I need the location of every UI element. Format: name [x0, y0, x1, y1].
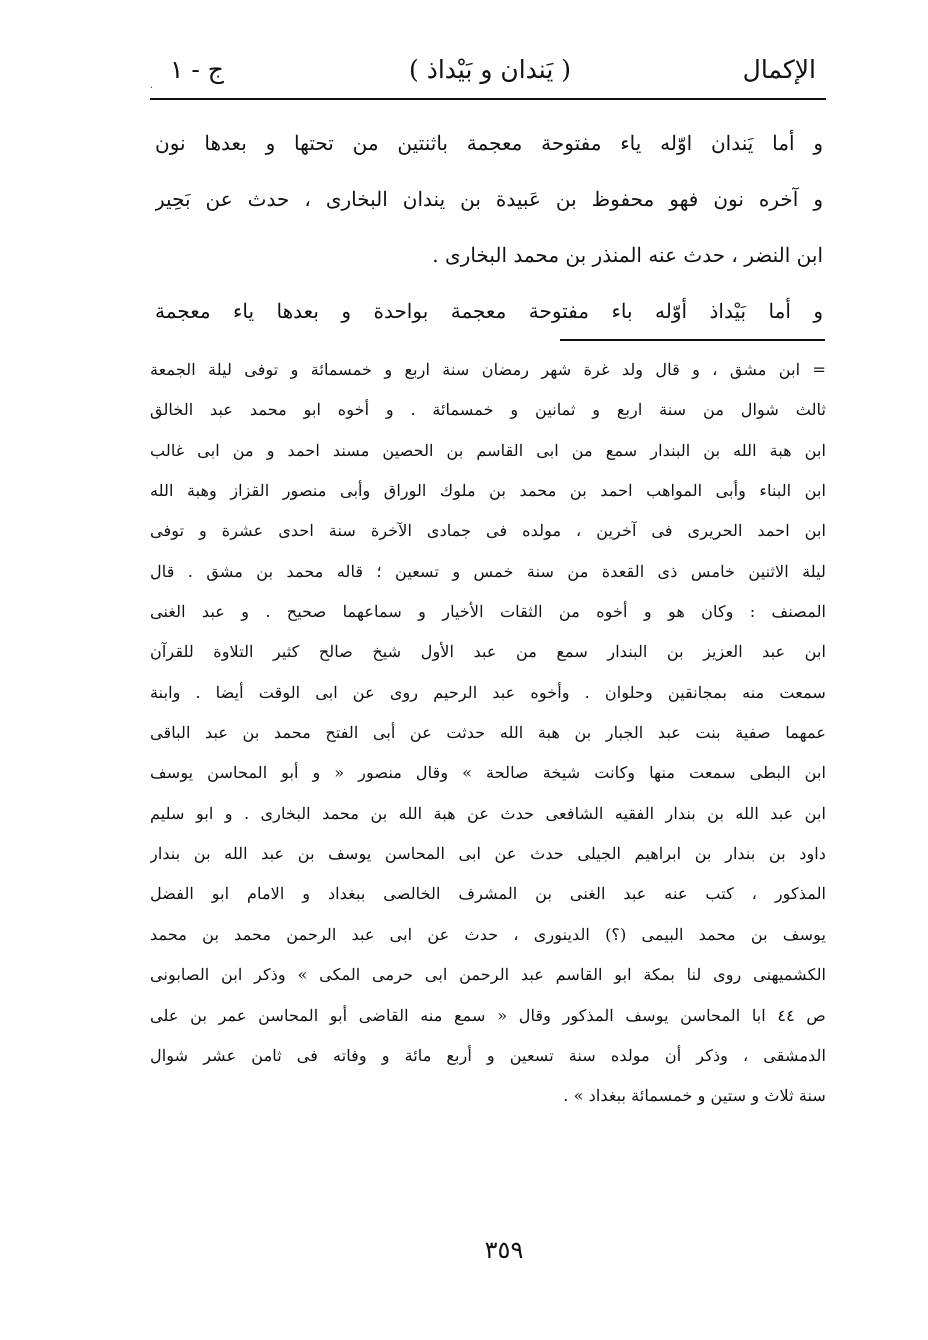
footnote-line: داود بن بندار بن ابراهيم الجيلى حدث عن ابى المحاسن يوسف بن عبد الله بن بندار	[150, 844, 826, 864]
footnote-line: ليلة الاثنين خامس ذى القعدة من سنة خمس و تسعين ؛ قاله محمد بن مشق . قال	[150, 561, 826, 581]
footnote-line: الدمشقى ، وذكر أن مولده سنة تسعين و أربع مائة و وفاته فى ثامن عشر شوال	[150, 1045, 826, 1065]
main-text-line: و أما بَيْداذ أوّله باء مفتوحة معجمة بواحدة و بعدها ياء معجمة	[155, 299, 823, 323]
footnote-line: ابن احمد الحريرى فى آخرين ، مولده فى جمادى الآخرة سنة احدى عشرة و توفى	[150, 521, 826, 541]
footnote-line: ابن هبة الله بن البندار سمع من ابى القاسم بن الحصين مسند احمد و من ابى غالب	[150, 440, 826, 460]
footnote-line: ابن عبد العزيز بن البندار سمع من عبد الأول شيخ صالح كثير التلاوة للقرآن	[150, 642, 826, 662]
margin-dot: ·	[149, 83, 153, 94]
running-header	[150, 50, 826, 90]
footnote-rule	[560, 339, 825, 341]
page-number: ٣٥٩	[484, 1236, 524, 1264]
volume-label: ج - ١	[170, 55, 224, 84]
main-text-line: ابن النضر ، حدث عنه المنذر بن محمد البخارى .	[432, 243, 823, 267]
footnote-line: = ابن مشق ، و قال ولد غرة شهر رمضان سنة اربع و خمسمائة و توفى ليلة الجمعة	[150, 360, 826, 379]
footnote-line: سنة ثلاث و ستين و خمسمائة ببغداد » .	[563, 1086, 826, 1106]
main-text	[155, 115, 823, 339]
footnote-line: ثالث شوال من سنة اربع و ثمانين و خمسمائة . و أخوه ابو محمد عبد الخالق	[150, 400, 826, 420]
footnote-line: سمعت منه بمجانقين وحلوان . وأخوه عبد الرحيم روى عن ابى الوقت أيضا . وابنة	[150, 682, 826, 702]
footnote-text	[150, 350, 826, 1117]
main-text-line: و آخره نون فهو محفوظ بن عَبيدة بن يندان البخارى ، حدث عن بَحِير	[155, 187, 823, 211]
footnote-line: يوسف بن محمد البيمى (؟) الدينورى ، حدث عن ابى عبد الرحمن محمد بن محمد	[150, 924, 826, 944]
footnote-line: المصنف : وكان هو و أخوه من الثقات الأخيار و سماعهما صحيح . و عبد الغنى	[150, 602, 826, 622]
footnote-line: ابن البطى سمعت منها وكانت شيخة صالحة » وقال منصور « و أبو المحاسن يوسف	[150, 763, 826, 783]
footnote-line: الكشميهنى روى لنا بمكة ابو القاسم عبد الرحمن ابى حرمى المكى » وذكر ابن الصابونى	[150, 965, 826, 985]
footnote-line: ابن عبد الله بن بندار الفقيه الشافعى حدث عن هبة الله بن محمد البخارى . و ابو سليم	[150, 803, 826, 823]
entry-title: ( يَندان و بَيْداذ )	[409, 55, 571, 84]
main-text-line: و أما يَندان اوّله ياء مفتوحة معجمة باثنتين من تحتها و بعدها نون	[155, 131, 823, 155]
header-rule	[150, 98, 826, 100]
footnote-line: ابن البناء وأبى المواهب احمد بن محمد بن ملوك الوراق وأبى منصور القزاز وهبة الله	[150, 481, 826, 501]
footnote-line: ص ٤٤ ابا المحاسن يوسف المذكور وقال « سمع منه القاضى أبو المحاسن عمر بن على	[150, 1005, 826, 1025]
book-title: الإكمال	[742, 55, 816, 84]
footnote-line: عمهما صفية بنت عبد الجبار بن هبة الله حدثت عن أبى الفتح محمد بن عبد الباقى	[150, 723, 826, 743]
footnote-line: المذكور ، كتب عنه عبد الغنى بن المشرف الخالصى ببغداد و الامام ابو الفضل	[150, 884, 826, 904]
